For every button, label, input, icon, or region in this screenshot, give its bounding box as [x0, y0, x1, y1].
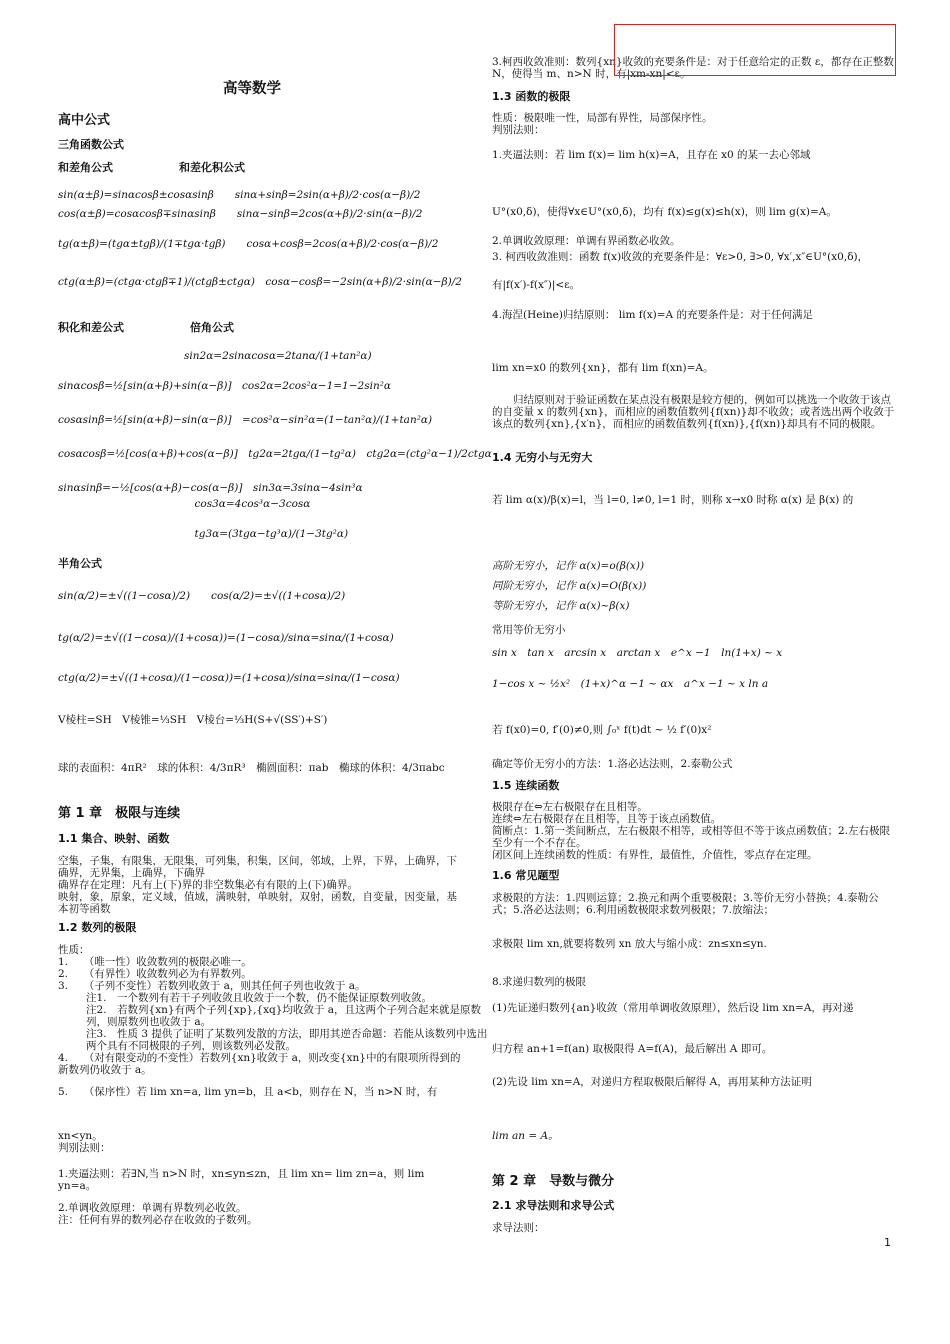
left-line: 积化和差公式 倍角公式	[58, 321, 234, 334]
right-line: lim an = A。	[492, 1130, 559, 1142]
left-line: 映射，象，原象，定义域，值域，满映射，单映射，双射，函数，自变量，因变量，基本初等函数	[58, 891, 457, 915]
left-line: 5. （保序性）若 lim xn=a, lim yn=b，且 a<b，则存在 N，当 n>N 时，有	[58, 1086, 438, 1098]
right-line: 4.海涅(Heine)归结原则： lim f(x)=A 的充要条件是：对于任何满足	[492, 309, 813, 321]
left-line: 1.夹逼法则：若∃N,当 n>N 时，xn≤yn≤zn，且 lim xn= lim zn=a，则 lim yn=a。	[58, 1168, 425, 1192]
right-line: 1−cos x ~ ½x² (1+x)^α −1 ~ αx a^x −1 ~ x ln a	[492, 678, 769, 690]
left-line: tg3α=(3tgα−tg³α)/(1−3tg²α)	[58, 528, 349, 540]
right-line: 确定等价无穷小的方法：1.洛必达法则，2.泰勒公式	[492, 758, 733, 770]
right-line: 求导法则：	[492, 1222, 545, 1234]
left-column	[58, 0, 492, 1344]
left-line: 三角函数公式	[58, 138, 124, 151]
left-line: cos3α=4cos³α−3cosα	[58, 498, 311, 510]
right-line: 等阶无穷小，记作 α(x)~β(x)	[492, 600, 630, 612]
right-line: 2.单调收敛原理：单调有界函数必收敛。	[492, 235, 681, 247]
right-line: 1.夹逼法则：若 lim f(x)= lim h(x)=A，且存在 x0 的某一去心邻域	[492, 149, 811, 161]
highlight-box	[614, 24, 896, 76]
left-line: 1. （唯一性）收敛数列的极限必唯一。	[58, 956, 252, 968]
right-line: 性质：极限唯一性，局部有界性，局部保序性。	[492, 112, 713, 124]
left-line: 性质：	[58, 944, 90, 956]
left-line: 注2. 若数列{xn}有两个子列{xp},{xq}均收敛于 a，且这两个子列合起来就是原数列，则原数列也收敛于 a。	[86, 1004, 482, 1028]
right-line: (2)先设 lim xn=A，对递归方程取极限后解得 A，再用某种方法证明	[492, 1076, 812, 1088]
left-line: 高中公式	[58, 113, 111, 128]
right-line: 1.5 连续函数	[492, 779, 560, 792]
right-line: 归结原则对于验证函数在某点没有极限是较方便的，例如可以挑选一个收敛于该点的自变量 x 的数列{xn}，而相应的函数值数列{f(xn)}却不收敛；或者选出两个收敛于该点的数列{xn},{x′n}，而相应的函数值数列{f(xn)},{f(xn)}却具有不同的极限。	[492, 394, 895, 430]
right-line: 3. 柯西收敛准则：函数 f(x)收敛的充要条件是：∀ε>0, ∃>0, ∀x′,x″∈U°(x0,δ)，	[492, 251, 869, 263]
left-line: V棱柱=SH V棱锥=⅓SH V棱台=⅓H(S+√(SS′)+S′)	[58, 714, 328, 726]
left-line: 2. （有界性）收敛数列必为有界数列。	[58, 968, 252, 980]
left-line: 1.1 集合、映射、函数	[58, 832, 170, 845]
left-line: sinαcosβ=½[sin(α+β)+sin(α−β)] cos2α=2cos²α−1=1−2sin²α	[58, 380, 392, 392]
left-line: 注：任何有界的数列必存在收敛的子数列。	[58, 1214, 258, 1226]
right-line: 求极限的方法：1.四则运算；2.换元和两个重要极限；3.等价无穷小替换；4.泰勒公式；5.洛必达法则；6.利用函数极限求数列极限；7.放缩法；	[492, 892, 879, 916]
left-line: 确界存在定理：凡有上(下)界的非空数集必有有限的上(下)确界。	[58, 879, 358, 891]
left-line: 和差角公式 和差化积公式	[58, 161, 245, 174]
left-line: 4. （对有限变动的不变性）若数列{xn}收敛于 a，则改变{xn}中的有限项所得到的新数列仍收敛于 a。	[58, 1052, 461, 1076]
left-line: 高等数学	[223, 81, 281, 97]
left-line: cosαcosβ=½[cos(α+β)+cos(α−β)] tg2α=2tgα/(1−tg²α) ctg2α=(ctg²α−1)/2ctgα	[58, 448, 492, 460]
left-line: 1.2 数列的极限	[58, 921, 137, 934]
left-line: 空集，子集，有限集，无限集，可列集，积集，区间，邻域，上界，下界，上确界，下确界，无界集，上确界，下确界	[58, 855, 457, 879]
left-line: 3. （子列不变性）若数列收敛于 a，则其任何子列也收敛于 a。	[58, 980, 366, 992]
right-column	[492, 0, 902, 1344]
right-line: 连续⇔左右极限存在且相等，且等于该点函数值。	[492, 813, 722, 825]
right-line: sin x tan x arcsin x arctan x e^x −1 ln(1+x) ~ x	[492, 647, 783, 659]
left-line: cosαsinβ=½[sin(α+β)−sin(α−β)] =cos²α−sin²α=(1−tan²α)/(1+tan²α)	[58, 414, 433, 426]
right-line: lim xn=x0 的数列{xn}，都有 lim f(xn)=A。	[492, 362, 714, 374]
right-line: 闭区间上连续函数的性质：有界性，最值性，介值性，零点存在定理。	[492, 849, 818, 861]
right-line: 1.4 无穷小与无穷大	[492, 451, 593, 464]
right-line: 3.柯西收敛准则：数列{xn}收敛的充要条件是：对于任意给定的正数 ε，都存在正整数 N，使得当 m、n>N 时，有|xm-xn|<ε。	[492, 56, 894, 80]
left-line: sin(α±β)=sinαcosβ±cosαsinβ sinα+sinβ=2sin(α+β)/2·cos(α−β)/2	[58, 189, 421, 201]
right-line: 高阶无穷小，记作 α(x)=o(β(x))	[492, 560, 645, 572]
right-line: 若 f(x0)=0, f′(0)≠0,则 ∫₀ˣ f(t)dt ~ ½ f′(0)x²	[492, 724, 712, 736]
left-line: sin2α=2sinαcosα=2tanα/(1+tan²α)	[58, 350, 372, 362]
left-line: xn<yn。	[58, 1130, 103, 1142]
left-line: sin(α/2)=±√((1−cosα)/2) cos(α/2)=±√((1+cosα)/2)	[58, 590, 346, 602]
left-line: ctg(α/2)=±√((1+cosα)/(1−cosα))=(1+cosα)/sinα=sinα/(1−cosα)	[58, 672, 400, 684]
right-line: 2.1 求导法则和求导公式	[492, 1199, 615, 1212]
left-line: 注1. 一个数列有若干子列收敛且收敛于一个数，仍不能保证原数列收敛。	[86, 992, 433, 1004]
left-line: 第 1 章 极限与连续	[58, 806, 181, 821]
page-number: 1	[884, 1236, 891, 1249]
left-line: 2.单调收敛原理：单调有界数列必收敛。	[58, 1202, 247, 1214]
right-line: 求极限 lim xn,就要将数列 xn 放大与缩小成：zn≤xn≤yn.	[492, 938, 767, 950]
left-line: 注3. 性质 3 提供了证明了某数列发散的方法，即用其逆否命题：若能从该数列中选出两个具有不同极限的子列，则该数列必发散。	[86, 1028, 488, 1052]
right-line: 第 2 章 导数与微分	[492, 1174, 615, 1189]
right-line: U°(x0,δ)，使得∀x∈U°(x0,δ)，均有 f(x)≤g(x)≤h(x)，则 lim g(x)=A。	[492, 206, 837, 218]
left-line: 球的表面积：4πR² 球的体积：4/3πR³ 椭圆面积：πab 椭球的体积：4/3πabc	[58, 762, 445, 774]
right-line: 判别法则：	[492, 124, 545, 136]
right-line: 极限存在⇔左右极限存在且相等。	[492, 801, 648, 813]
right-line: 有|f(x′)-f(x″)|<ε。	[492, 279, 581, 291]
left-line: tg(α±β)=(tgα±tgβ)/(1∓tgα·tgβ) cosα+cosβ=2cos(α+β)/2·cos(α−β)/2	[58, 238, 439, 250]
right-line: 1.3 函数的极限	[492, 90, 571, 103]
left-line: ctg(α±β)=(ctgα·ctgβ∓1)/(ctgβ±ctgα) cosα−cosβ=−2sin(α+β)/2·sin(α−β)/2	[58, 276, 462, 288]
right-line: 同阶无穷小，记作 α(x)=O(β(x))	[492, 580, 647, 592]
right-line: 8.求递归数列的极限	[492, 976, 587, 988]
left-line: sinαsinβ=−½[cos(α+β)−cos(α−β)] sin3α=3sinα−4sin³α	[58, 482, 363, 494]
left-line: tg(α/2)=±√((1−cosα)/(1+cosα))=(1−cosα)/sinα=sinα/(1+cosα)	[58, 632, 394, 644]
left-line: 判别法则：	[58, 1142, 111, 1154]
right-line: (1)先证递归数列{an}收敛（常用单调收敛原理），然后设 lim xn=A，再对递	[492, 1002, 854, 1014]
right-line: 若 lim α(x)/β(x)=l，当 l=0, l≠0, l=1 时，则称 x→x0 时称 α(x) 是 β(x) 的	[492, 494, 854, 506]
right-line: 1.6 常见题型	[492, 869, 560, 882]
right-line: 归方程 an+1=f(an) 取极限得 A=f(A)，最后解出 A 即可。	[492, 1043, 773, 1055]
right-line: 常用等价无穷小	[492, 624, 566, 636]
left-line: 半角公式	[58, 557, 102, 570]
left-line: cos(α±β)=cosαcosβ∓sinαsinβ sinα−sinβ=2cos(α+β)/2·sin(α−β)/2	[58, 208, 423, 220]
right-line: 简断点：1.第一类间断点，左右极限不相等，或相等但不等于该点函数值；2.左右极限至少有一个不存在。	[492, 825, 891, 849]
